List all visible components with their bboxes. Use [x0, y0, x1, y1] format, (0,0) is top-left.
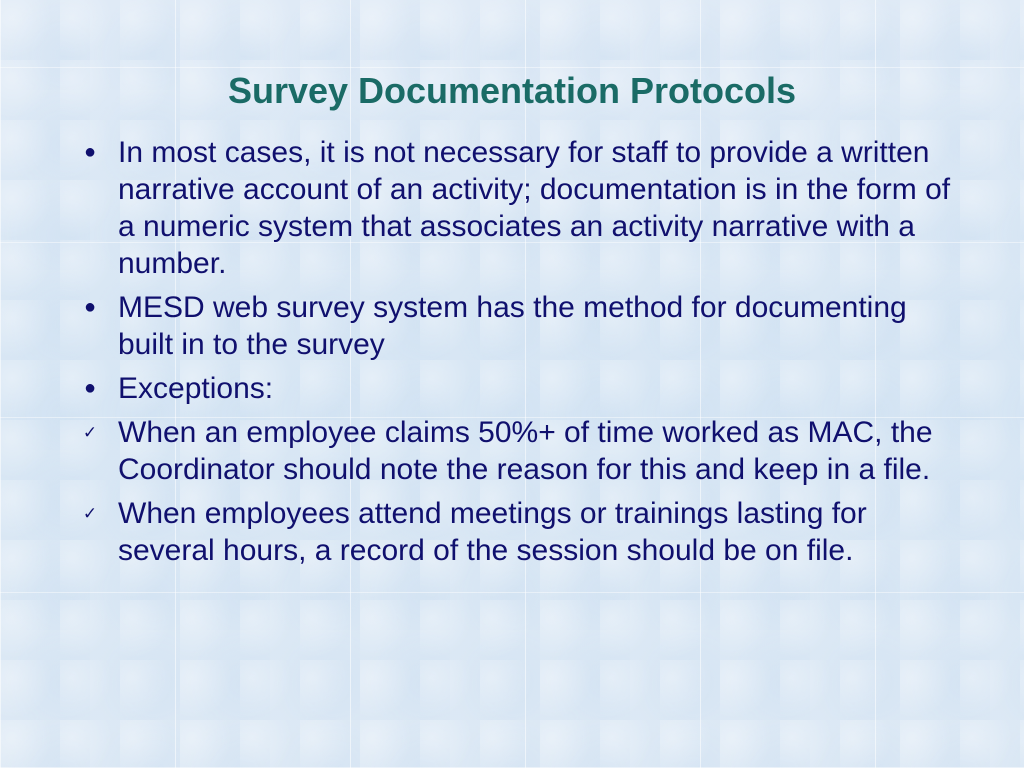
list-item-text: When an employee claims 50%+ of time worked as MAC, the Coordinator should note the reason for this and keep in a file.: [118, 416, 933, 486]
bullet-dot-icon: ●: [83, 296, 97, 318]
list-item: [78, 495, 958, 569]
list-item: [78, 289, 958, 363]
checkmark-icon: ✓: [82, 423, 98, 442]
list-item-text: In most cases, it is not necessary for staff to provide a written narrative account of an activity; documentation is in the form of a numeric system that associates an activity narrative with a number.: [118, 136, 951, 280]
bullet-list: [78, 134, 958, 576]
list-item: [78, 370, 958, 407]
list-item: [78, 414, 958, 488]
list-item-text: When employees attend meetings or trainings lasting for several hours, a record of the session should be on file.: [118, 497, 867, 567]
bullet-dot-icon: ●: [83, 141, 97, 163]
list-item-text: Exceptions:: [118, 372, 274, 405]
bullet-dot-icon: ●: [83, 377, 97, 399]
checkmark-icon: ✓: [82, 504, 98, 523]
list-item-text: MESD web survey system has the method for documenting built in to the survey: [118, 291, 907, 361]
slide-title: Survey Documentation Protocols: [227, 70, 797, 111]
list-item: [78, 134, 958, 282]
